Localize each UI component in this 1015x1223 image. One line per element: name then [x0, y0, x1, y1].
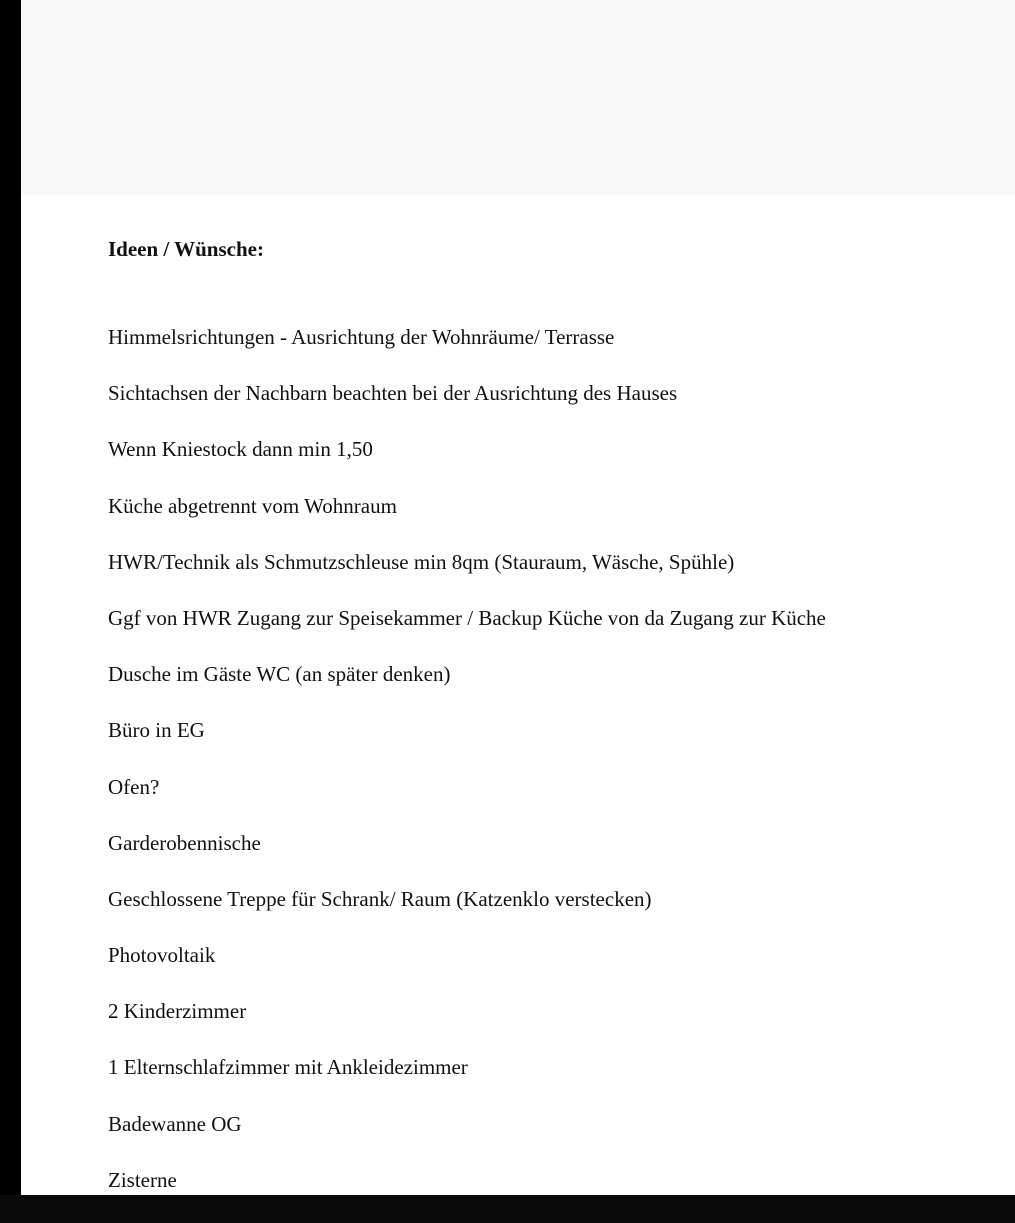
document-content [108, 232, 988, 1208]
list-item: 2 Kinderzimmer [108, 999, 247, 1024]
list-item: Geschlossene Treppe für Schrank/ Raum (Katzenklo verstecken) [108, 886, 652, 911]
list-item: Küche abgetrennt vom Wohnraum [108, 493, 397, 518]
list-item: Garderobennische [108, 830, 261, 855]
list-item: Himmelsrichtungen - Ausrichtung der Wohnräume/ Terrasse [108, 325, 615, 349]
list-item: 1 Elternschlafzimmer mit Ankleidezimmer [108, 1055, 468, 1080]
list-item: Ofen? [108, 774, 160, 799]
bottom-frame-bar [0, 1195, 1015, 1223]
list-item: Dusche im Gäste WC (an später denken) [108, 662, 451, 687]
list-item: Zisterne [108, 1167, 177, 1192]
page-header-band [21, 0, 1015, 195]
left-screen-edge [0, 0, 21, 1195]
list-item: Photovoltaik [108, 943, 216, 968]
list-item: Sichtachsen der Nachbarn beachten bei der Ausrichtung des Hauses [108, 381, 678, 406]
list-item: Ggf von HWR Zugang zur Speisekammer / Backup Küche von da Zugang zur Küche [108, 605, 826, 630]
document-page[interactable] [21, 0, 1015, 1195]
page-title: Ideen / Wünsche: [108, 237, 264, 261]
list-item: Büro in EG [108, 718, 205, 743]
list-item: Badewanne OG [108, 1111, 242, 1136]
wish-list [108, 309, 988, 1208]
list-item: Wenn Kniestock dann min 1,50 [108, 437, 373, 462]
list-item: HWR/Technik als Schmutzschleuse min 8qm (Stauraum, Wäsche, Spühle) [108, 549, 735, 574]
